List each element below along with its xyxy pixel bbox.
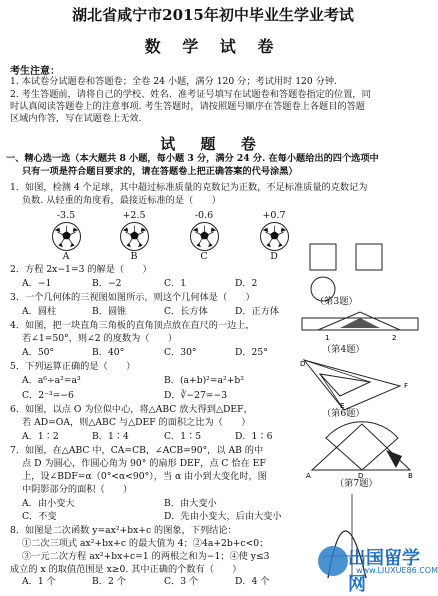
exam-subtitle: 数 学 试 卷 xyxy=(144,37,282,56)
q7-opt-c: C．不变 xyxy=(22,511,57,522)
q8-line-1: 8．如图是二次函数 y=ax²+bx+c 的图象，下列结论： xyxy=(10,525,237,536)
figure-7-caption: （第7题） xyxy=(335,478,378,489)
q1-line-1: 1．如图，检测 4 个足球，其中超过标准质量的克数记为正数，不足标准质量的克数记为 xyxy=(10,182,368,193)
q6-line-2: 若 AD=OA，则△ABC 与△DEF 的面积之比为（ ） xyxy=(22,417,251,428)
ball-value-d: +0.7 xyxy=(262,210,286,221)
notice-item-4: 区域内作答，写在试题卷上无效. xyxy=(10,113,142,124)
q2-opt-c: C．1 xyxy=(164,278,187,289)
part1-heading: 一、精心选一选（本大题共 8 小题，每小题 3 分，满分 24 分. 在每小题给出的四个选项中 xyxy=(6,153,379,164)
q7-line-2: 点 D 为圆心，作圆心角为 90° 的扇形 DEF，点 C 恰在 EF xyxy=(22,458,266,469)
q8-line-2: ①二次三项式 ax²+bx+c 的最大值为 4；②4a+2b+c<0； xyxy=(22,538,269,549)
svg-text:D: D xyxy=(358,472,364,480)
q3-opt-d: D．正方体 xyxy=(235,306,280,317)
notice-item-3: 时认真阅读答题卷上的注意事项. 考生答题时，请按照题号顺序在答题卷上各题目的答题 xyxy=(10,101,365,112)
q5-opt-b: B．(a+b)²=a²+b² xyxy=(164,375,244,386)
figure-7-sector xyxy=(306,420,416,480)
ball-label-d: D xyxy=(270,251,278,262)
q3-opt-a: A．圆柱 xyxy=(22,306,57,317)
q4-line-2: 若∠1=50°，则∠2 的度数为（ ） xyxy=(22,333,178,344)
ball-label-c: C xyxy=(200,251,208,262)
q5-opt-a: A．a⁶÷a²=a³ xyxy=(22,375,81,386)
figure-4-caption: （第4题） xyxy=(322,344,365,355)
q4-opt-b: B．40° xyxy=(92,347,125,358)
watermark-text: 出国留学网 xyxy=(348,548,420,595)
svg-text:E: E xyxy=(340,402,345,410)
q5-stem: 5．下列运算正确的是（ ） xyxy=(10,361,136,372)
ball-value-b: +2.5 xyxy=(122,210,146,221)
q2-stem: 2．方程 2x−1=3 的解是（ ） xyxy=(10,264,152,275)
notice-item-2: 2. 考生答题前，请将自己的学校、姓名、准考证号填写在试题卷和答题卷指定的位置，同 xyxy=(10,89,371,100)
notice-item-1: 1. 本试卷分试题卷和答题卷；全卷 24 小题，满分 120 分；考试用时 120 分钟. xyxy=(10,76,337,87)
q6-opt-c: C．1∶5 xyxy=(164,431,202,442)
q1-line-2: 负数. 从轻重的角度看，最接近标准的是（ ） xyxy=(22,195,221,206)
q4-line-1: 4．如图，把一块直角三角板的直角顶点放在直尺的一边上， xyxy=(10,320,255,331)
ball-label-b: B xyxy=(130,251,138,262)
figure-3-three-views xyxy=(306,242,418,304)
q6-opt-d: D．1∶6 xyxy=(235,431,273,442)
ball-value-c: -0.6 xyxy=(194,210,214,221)
svg-text:2: 2 xyxy=(392,334,397,342)
q7-line-4: 中阴影部分的面积（ ） xyxy=(22,484,133,495)
q2-opt-b: B．−2 xyxy=(92,278,122,289)
section-title: 试 题 卷 xyxy=(160,135,266,153)
q8-opt-d: D．4 个 xyxy=(235,576,270,587)
q3-opt-b: B．圆锥 xyxy=(92,306,127,317)
q4-opt-c: C．30° xyxy=(164,347,197,358)
figure-4-ruler-triangle xyxy=(300,310,422,344)
q8-line-4: 成立的 x 的取值范围是 x≥0. 其中正确的个数有（ ） xyxy=(10,564,242,575)
q3-stem: 3．一个几何体的三视图如图所示，则这个几何体是（ ） xyxy=(10,292,255,303)
watermark xyxy=(318,544,438,595)
globe-icon xyxy=(318,546,348,576)
svg-text:F: F xyxy=(404,382,409,390)
soccer-ball-icon xyxy=(190,222,219,251)
soccer-ball-icon xyxy=(52,222,81,251)
q7-opt-b: B．由大变小 xyxy=(164,498,217,509)
q8-opt-c: C．3 个 xyxy=(164,576,199,587)
exam-title: 湖北省咸宁市2015年初中毕业生学业考试 xyxy=(72,6,354,24)
ball-label-a: A xyxy=(62,251,70,262)
svg-text:D: D xyxy=(300,360,306,368)
q8-opt-b: B．2 个 xyxy=(92,576,126,587)
svg-text:1: 1 xyxy=(325,334,330,342)
q8-opt-a: A．1 个 xyxy=(22,576,56,587)
soccer-ball-icon xyxy=(120,222,149,251)
svg-text:A: A xyxy=(306,472,311,480)
q6-opt-b: B．1∶4 xyxy=(92,431,129,442)
part1-heading-2: 只有一项是符合题目要求的，请在答题卷上把正确答案的代号涂黑） xyxy=(22,166,298,177)
figure-3-caption: （第3题） xyxy=(315,296,358,307)
svg-text:B: B xyxy=(408,472,413,480)
q5-opt-d: D．∛−27=−3 xyxy=(164,390,228,401)
q7-opt-d: D．先由小变大，后由大变小 xyxy=(164,511,282,522)
q4-opt-a: A．50° xyxy=(22,347,55,358)
figure-6-caption: （第6题） xyxy=(322,408,365,419)
q7-line-3: 上，设∠BDF=α（0°<α<90°），当 α 由小到大变化时，图 xyxy=(22,471,267,482)
q5-opt-c: C．2⁻³=−6 xyxy=(22,390,74,401)
q8-line-3: ③一元二次方程 ax²+bx+c=1 的两根之和为−1；④使 y≤3 xyxy=(22,551,270,562)
soccer-ball-icon xyxy=(260,222,289,251)
q3-opt-c: C．长方体 xyxy=(164,306,208,317)
q6-opt-a: A．1∶2 xyxy=(22,431,59,442)
figure-6-similar-triangles xyxy=(300,356,420,412)
q2-opt-d: D．2 xyxy=(235,278,258,289)
q2-opt-a: A．−1 xyxy=(22,278,52,289)
q7-line-1: 7．如图，在△ABC 中，CA=CB，∠ACB=90°，以 AB 的中 xyxy=(10,445,264,456)
ball-value-a: -3.5 xyxy=(56,210,76,221)
q4-opt-d: D．25° xyxy=(235,347,268,358)
watermark-url: www.LIUXUE86.COM xyxy=(356,566,438,575)
q7-opt-a: A．由小变大 xyxy=(22,498,75,509)
notice-heading: 考生注意： xyxy=(10,66,60,77)
q6-line-1: 6．如图，以点 O 为位似中心，将△ABC 放大得到△DEF， xyxy=(10,404,253,415)
